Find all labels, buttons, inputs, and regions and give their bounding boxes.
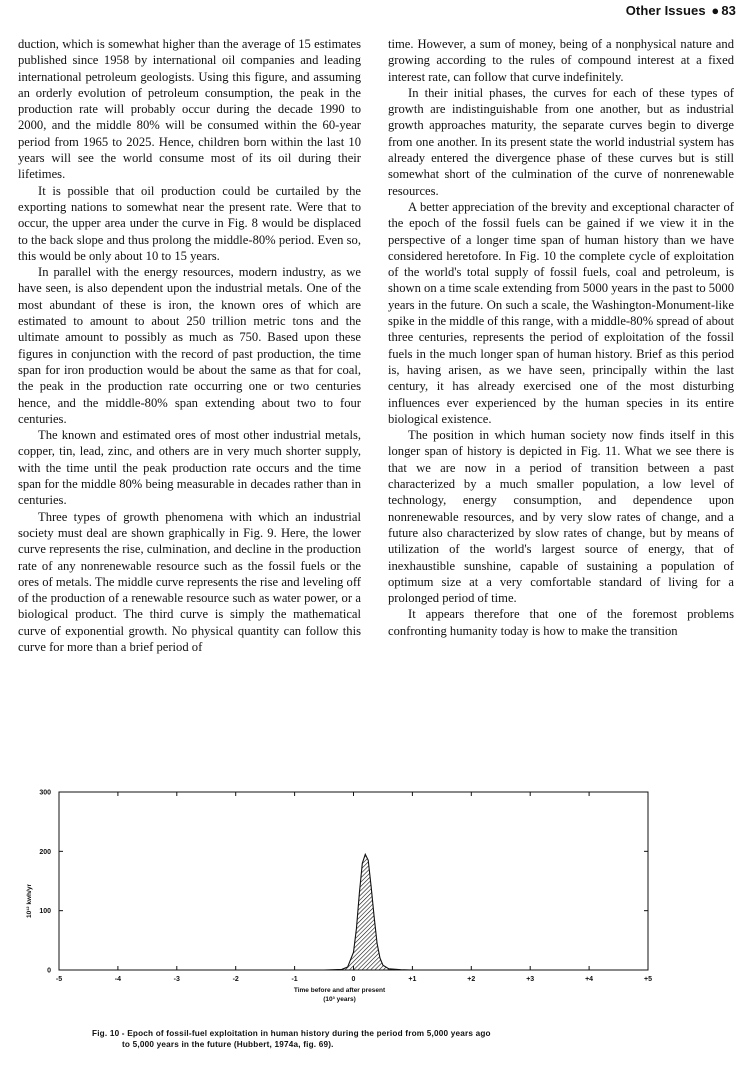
x-tick-label: +1 (408, 976, 417, 983)
y-tick-label: 300 (39, 789, 51, 797)
x-tick-label: +5 (644, 976, 652, 983)
page-number: 83 (721, 3, 736, 18)
caption-line-2: to 5,000 years in the future (Hubbert, 1974a, fig. 69). (122, 1040, 334, 1049)
running-head (626, 3, 736, 18)
paragraph: duction, which is somewhat higher than the average of 15 estimates published since 1958 by international oil companies and leading international petroleum geologists. Using this figure, and assuming an orderly evolution of petroleum consumption, the peak in the production rate will probably occur during the decade 1990 to 2000, and the middle 80% will be consumed within the 60-year period from 1965 to 2025. Hence, children born within the last 10 years will see the world consume most of its oil during their lifetimes. (18, 37, 361, 182)
right-column (388, 36, 734, 639)
series-line (59, 854, 648, 970)
figure-caption (92, 1028, 652, 1050)
y-axis-title: 10¹² kwh/yr (26, 884, 33, 918)
paragraph: The position in which human society now finds itself in this longer span of history is depicted in Fig. 11. What we see there is that we are now in a period of transition between a past characterized by a much smaller population, a low level of technology, energy consumption, and dependence upon nonrenewable resources, and by very slow rates of change, and a future also characterized by slow rates of change, but by means of utilization of the world's largest source of energy, that of inexhaustible sunshine, capable of sustaining a population of optimum size at a very comfortable standard of living for a prolonged period of time. (388, 428, 734, 606)
paragraph: Three types of growth phenomena with which an industrial society must deal are shown graphically in Fig. 9. Here, the lower curve represents the rise, culmination, and decline in the production rate of any nonrenewable resource such as the fossil fuels or the ores of metals. The middle curve represents the rise and leveling off of the production of a renewable resource such as water power, or a biological product. The third curve is simply the mathematical curve of exponential growth. No physical quantity can follow this curve for more than a brief period of (18, 509, 361, 654)
y-tick-label: 100 (39, 908, 51, 916)
left-column (18, 36, 361, 655)
paragraph: It is possible that oil production could be curtailed by the exporting nations to somewhat near the present rate. Were that to occur, the upper area under the curve in Fig. 8 would be displaced to the back slope and thus prolong the middle-80% period. Even so, this would be only about 10 to 15 years. (18, 183, 361, 263)
y-tick-label: 200 (39, 848, 51, 856)
paragraph: A better appreciation of the brevity and exceptional character of the epoch of the fossil fuels can be gained if we view it in the perspective of a longer time span of human history than we have considered heretofore. In Fig. 10 the complete cycle of exploitation of the world's total supply of fossil fuels, coal and petroleum, is shown on a time scale extending from 5000 years in the past to 5000 years in the future. On such a scale, the Washington-Monument-like spike in the middle of this range, with a middle-80% spread of about three centuries, represents the period of exploitation of the fossil fuels in the much longer span of human history. Brief as this period is, having arisen, as we have seen, principally within the last century, it has already exercised one of the most disturbing influences ever experienced by the human species in its entire biological existence. (388, 199, 734, 426)
caption-line-1: Fig. 10 - Epoch of fossil-fuel exploitation in human history during the period from 5,000 years ago (92, 1029, 491, 1038)
figure-10 (0, 780, 750, 1020)
x-axis-title: Time before and after present (293, 987, 386, 994)
x-tick-label: +2 (467, 976, 476, 983)
paragraph: The known and estimated ores of most other industrial metals, copper, tin, lead, zinc, and others are in very much shorter supply, with the time until the peak production rate occurs and the time span for the middle 80% being measurable in decades rather than in centuries. (18, 428, 361, 508)
section-title: Other Issues (625, 3, 706, 18)
fossil-fuel-chart (0, 780, 750, 1020)
x-tick-label: +4 (585, 976, 594, 983)
paragraph: It appears therefore that one of the foremost problems confronting humanity today is how to make the transition (388, 607, 734, 638)
plot-frame (59, 792, 648, 970)
x-tick-label: -4 (114, 976, 122, 983)
y-tick-label: 0 (47, 967, 51, 975)
x-tick-label: -5 (55, 976, 63, 983)
bullet-icon: ● (711, 3, 720, 18)
x-tick-label: -3 (173, 976, 180, 983)
paragraph: In parallel with the energy resources, modern industry, as we have seen, is also dependent upon the industrial metals. One of the most abundant of these is iron, the known ores of which are estimated to amount to about 250 trillion metric tons and the ultimate amount to possibly as much as 750. Based upon these figures in conjunction with the record of past production, the time span for iron production would be about the same as that for coal, the peak in the production rate occurring one or two centuries hence, and the middle-80% span extending about two to four centuries. (18, 265, 361, 426)
x-axis-units: (10³ years) (323, 996, 356, 1003)
x-tick-label: -1 (291, 976, 298, 983)
paragraph: time. However, a sum of money, being of a nonphysical nature and growing according to the rules of compound interest at a fixed interest rate, can follow that curve indefinitely. (388, 37, 734, 84)
x-tick-label: -2 (232, 976, 239, 983)
x-tick-label: 0 (351, 976, 356, 983)
paragraph: In their initial phases, the curves for each of these types of growth are indistinguishable from one another, but as industrial growth approaches maturity, the separate curves begin to diverge from one another. In its present state the world industrial system has already entered the divergence phase of these curves but is still somewhat short of the culmination of the curve of nonrenewable resources. (388, 85, 734, 198)
x-tick-label: +3 (526, 976, 535, 983)
